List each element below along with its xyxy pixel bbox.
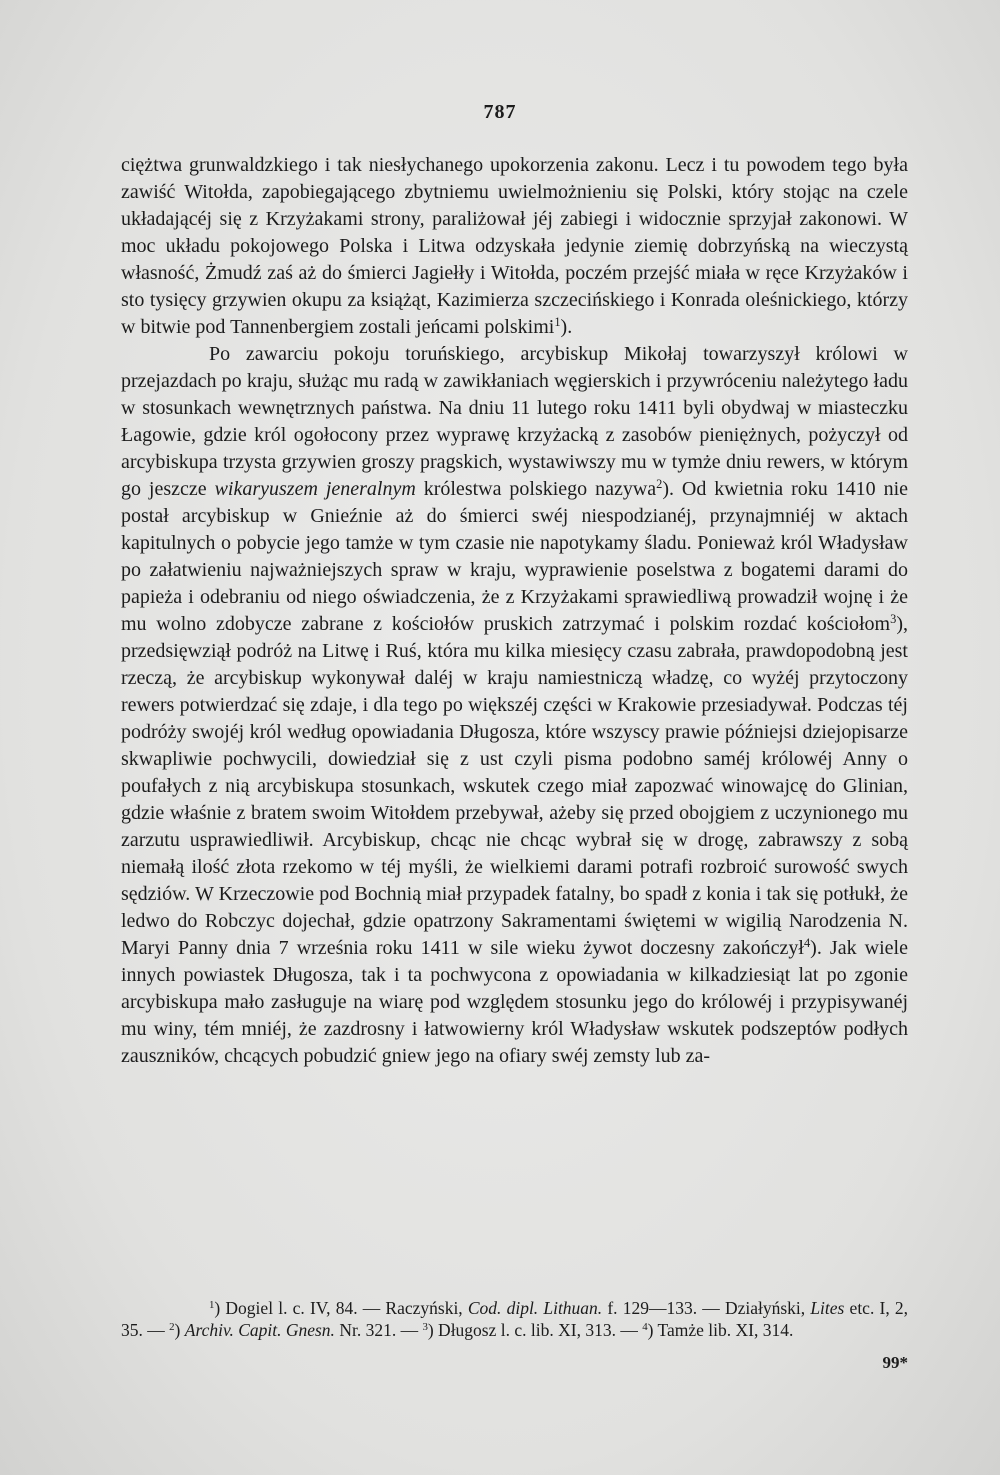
footnotes bbox=[121, 1297, 908, 1341]
page-number: 787 bbox=[483, 101, 517, 123]
footnote-marker-2: 2 bbox=[169, 1321, 175, 1334]
footnote-italic: Cod. dipl. Lithuan. bbox=[467, 1298, 603, 1318]
footnote-ref-4: 4 bbox=[803, 936, 811, 951]
text-run: ). Jak wiele innych powiastek Długosza, tak i ta pochwycona z opowiadania w kilkadziesiąt lat po zgonie arcybiskupa mało zasługuje na wiarę pod względem stosunku jego do królowéj i przypisywanéj mu winy, tém mniéj, że zazdrosny i łatwowierny król Władysław wskutek podszeptów podłych zauszników, chcących pobudzić gniew jego na ofiary swéj zemsty lub za- bbox=[121, 937, 908, 1067]
footnote-marker-4: 4 bbox=[642, 1321, 648, 1334]
footnote-ref-2: 2 bbox=[656, 477, 663, 492]
footnote-text: Nr. 321. — bbox=[339, 1320, 419, 1340]
text-run: królestwa polskiego nazywa bbox=[423, 478, 657, 500]
text-run: ciężtwa grunwaldzkiego i tak niesłychanego upokorzenia zakonu. Lecz i tu powodem tego była zawiść Witołda, zapobiegającego zbytniemu uwielmożnieniu się Polski, który stojąc na czele układającéj się z Krzyżakami strony, paraliżował jéj zabiegi i widocznie sprzyjał zakonowi. W moc układu pokojowego Polska i Litwa odzyskała jedynie ziemię dobrzyńską na wieczystą własność, Żmudź zaś aż do śmierci Jagiełły i Witołda, poczém przejść miała w ręce Krzyżaków i sto tysięcy grzywien okupu za książąt, Kazimierza szczecińskiego i Konrada oleśnickiego, którzy w bitwie pod Tannenbergiem zostali jeńcami polskimi bbox=[121, 154, 908, 338]
footnote-ref-1: 1 bbox=[554, 315, 561, 330]
italic-phrase: wikaryuszem jeneralnym bbox=[214, 478, 416, 500]
text-run: ). Od kwietnia roku 1410 nie postał arcybiskup w Gnieźnie aż do śmierci swéj niespodzianéj, przynajmniéj w aktach kapitulnych o pobycie jego tamże w tym czasie nie napotykamy śladu. Ponieważ król Władysław po załatwieniu najważniejszych spraw w kraju, wyprawienie poselstwa z bogatemi darami do papieża i odebraniu od niego oświadczenia, że z Krzyżakami sprawiedliwą prowadził wojnę i że mu wolno zdobycze zabrane z kościołów pruskich zatrzymać i polskim rozdać kościołom bbox=[121, 478, 909, 635]
footnote-text: f. 129—133. — Działyński, bbox=[607, 1298, 806, 1318]
footnote-text: ) Długosz l. c. lib. XI, 313. — bbox=[427, 1320, 638, 1340]
text-run: ). bbox=[560, 316, 573, 338]
paragraph-2 bbox=[121, 341, 908, 1070]
footnote-text: ) Dogiel l. c. IV, 84. — Raczyński, bbox=[214, 1298, 463, 1318]
footnote-marker-3: 3 bbox=[422, 1321, 428, 1334]
main-text bbox=[121, 152, 908, 1070]
signature-mark: 99* bbox=[882, 1353, 908, 1372]
footnote-text: ) bbox=[174, 1320, 181, 1340]
text-run: Po zawarciu pokoju toruńskiego, arcybiskup Mikołaj towarzyszył królowi w przejazdach po kraju, służąc mu radą w zawikłaniach węgierskich i przywróceniu należytego ładu w stosunkach wewnętrznych państwa. Na dniu 11 lutego roku 1411 byli obydwaj w miasteczku Łagowie, gdzie król ogołocony przez wyprawę krzyżacką z zasobów pieniężnych, pożyczył od arcybiskupa trzysta grzywien groszy pragskich, wystawiwszy mu w tymże dniu rewers, w którym go jeszcze bbox=[121, 343, 908, 500]
footnote-italic: Archiv. Capit. Gnesn. bbox=[184, 1320, 335, 1340]
footnote-block bbox=[121, 1297, 908, 1341]
paragraph-1 bbox=[121, 152, 908, 341]
text-run: ), przedsięwziął podróż na Litwę i Ruś, która mu kilka miesięcy czasu zabrała, prawdopodobną jest rzeczą, że arcybiskup wykonywał daléj w kraju namiestniczą władzę, co wyżéj przytoczony rewers potwierdzać się zdaje, i dla tego po większéj części w Krakowie przesiadywał. Podczas téj podróży swojéj król według opowiadania Długosza, które wszyscy prawie późniejsi dziejopisarze skwapliwie pochwycili, dowiedział się z ust czyli pisma podobno saméj królowéj Anny o poufałych z nią arcybiskupa stosunkach, wskutek czego miał zapozwać winowajcę do Glinian, gdzie właśnie z bratem swoim Witołdem przebywał, ażeby się przed obojgiem z uczynionego mu zarzutu usprawiedliwił. Arcybiskup, chcąc nie chcąc wybrał się w drogę, zabrawszy z sobą niemałą ilość złota rzekomo w téj myśli, że wielkiemi darami potrafi rozbroić surowość swych sędziów. W Krzeczowie pod Bochnią miał przypadek fatalny, bo spadł z konia i tak się potłukł, że ledwo do Robczyc dojechał, gdzie opatrzony Sakramentami świętemi w wigilią Narodzenia N. Maryi Panny dnia 7 września roku 1411 w sile wieku żywot doczesny zakończył bbox=[121, 613, 908, 959]
footnote-ref-3: 3 bbox=[890, 612, 897, 627]
footnote-text: etc. I, 2, 35. — bbox=[121, 1298, 908, 1340]
footnote-italic: Lites bbox=[810, 1298, 845, 1318]
footnote-marker-1: 1 bbox=[209, 1299, 215, 1312]
footnote-text: ) Tamże lib. XI, 314. bbox=[647, 1320, 794, 1340]
